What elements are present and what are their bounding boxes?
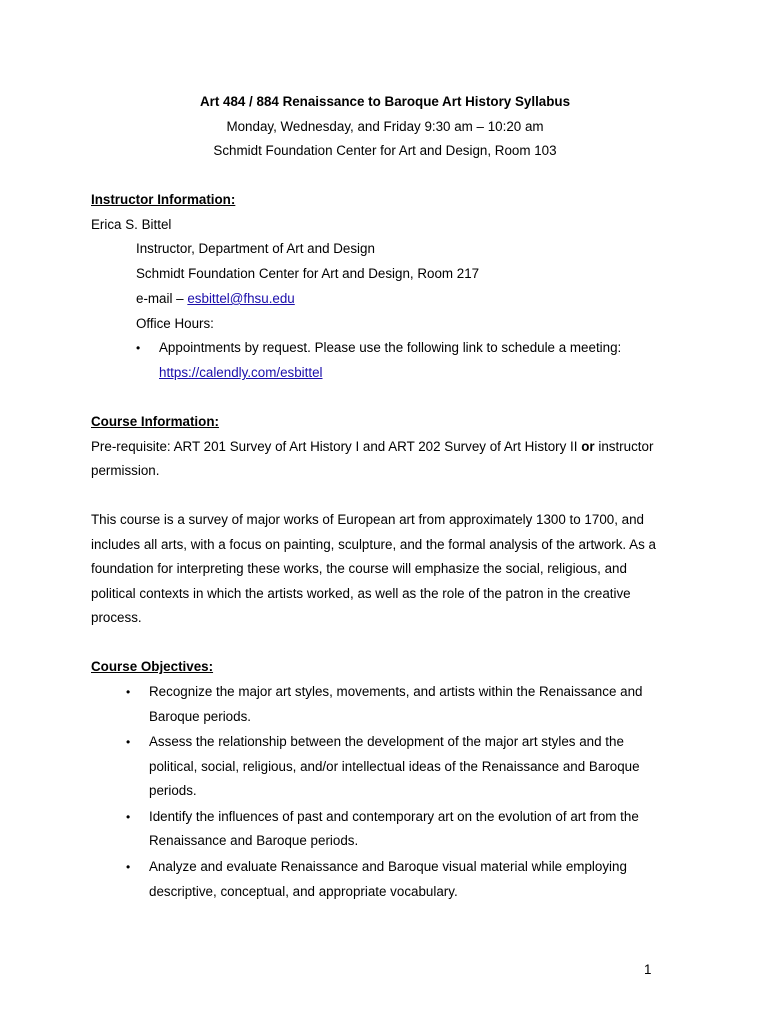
objective-item-1: Recognize the major art styles, movements, and artists within the Renaissance and	[149, 684, 643, 699]
objective-item-2-cont: periods.	[149, 783, 197, 798]
bullet-icon: •	[126, 735, 131, 749]
objective-item-4-cont: descriptive, conceptual, and appropriate vocabulary.	[149, 884, 458, 899]
bullet-icon: •	[126, 810, 131, 824]
office-hours-label: Office Hours:	[136, 316, 214, 331]
objective-item-2-cont: political, social, religious, and/or intellectual ideas of the Renaissance and Baroque	[149, 759, 640, 774]
bullet-icon: •	[136, 341, 141, 355]
course-description-line: includes all arts, with a focus on painting, sculpture, and the formal analysis of the artwork. As a	[91, 537, 656, 552]
bullet-icon: •	[126, 860, 131, 874]
course-description-line: This course is a survey of major works of European art from approximately 1300 to 1700, and	[91, 512, 645, 527]
class-location: Schmidt Foundation Center for Art and Design, Room 103	[213, 143, 557, 158]
class-schedule: Monday, Wednesday, and Friday 9:30 am – 10:20 am	[226, 119, 544, 134]
document-title: Art 484 / 884 Renaissance to Baroque Art History Syllabus	[199, 94, 571, 109]
calendly-line	[159, 365, 323, 381]
email-link[interactable]: esbittel@fhsu.edu	[187, 291, 295, 306]
instructor-office: Schmidt Foundation Center for Art and Design, Room 217	[136, 266, 480, 281]
instructor-name: Erica S. Bittel	[91, 217, 172, 232]
instructor-heading: Instructor Information:	[91, 192, 236, 207]
course-description-line: foundation for interpreting these works, the course will emphasize the social, religious, and	[91, 561, 627, 576]
objective-item-2: Assess the relationship between the development of the major art styles and the	[149, 734, 624, 749]
course-heading: Course Information:	[91, 414, 219, 429]
prereq-text: Pre-requisite: ART 201 Survey of Art History I and ART 202 Survey of Art History II	[91, 439, 582, 454]
course-description-line: political contexts in which the artists worked, as well as the role of the patron in the creative	[91, 586, 631, 601]
prerequisite-line	[91, 439, 653, 455]
course-description-line: process.	[91, 610, 142, 625]
objective-item-4: Analyze and evaluate Renaissance and Baroque visual material while employing	[149, 859, 627, 874]
prerequisite-line-2: permission.	[91, 463, 160, 478]
page-number: 1	[644, 962, 652, 977]
instructor-email-line	[136, 291, 295, 307]
prereq-or: or	[581, 439, 595, 454]
bullet-icon: •	[126, 685, 131, 699]
objective-item-3-cont: Renaissance and Baroque periods.	[149, 833, 359, 848]
instructor-role: Instructor, Department of Art and Design	[136, 241, 375, 256]
office-hours-text: Appointments by request. Please use the following link to schedule a meeting:	[159, 340, 622, 355]
objectives-heading: Course Objectives:	[91, 659, 214, 674]
email-prefix: e-mail –	[136, 291, 188, 306]
objective-item-3: Identify the influences of past and contemporary art on the evolution of art from the	[149, 809, 639, 824]
calendly-link[interactable]: https://calendly.com/esbittel	[159, 365, 323, 380]
objective-item-1-cont: Baroque periods.	[149, 709, 251, 724]
prereq-text-end: instructor	[594, 439, 654, 454]
